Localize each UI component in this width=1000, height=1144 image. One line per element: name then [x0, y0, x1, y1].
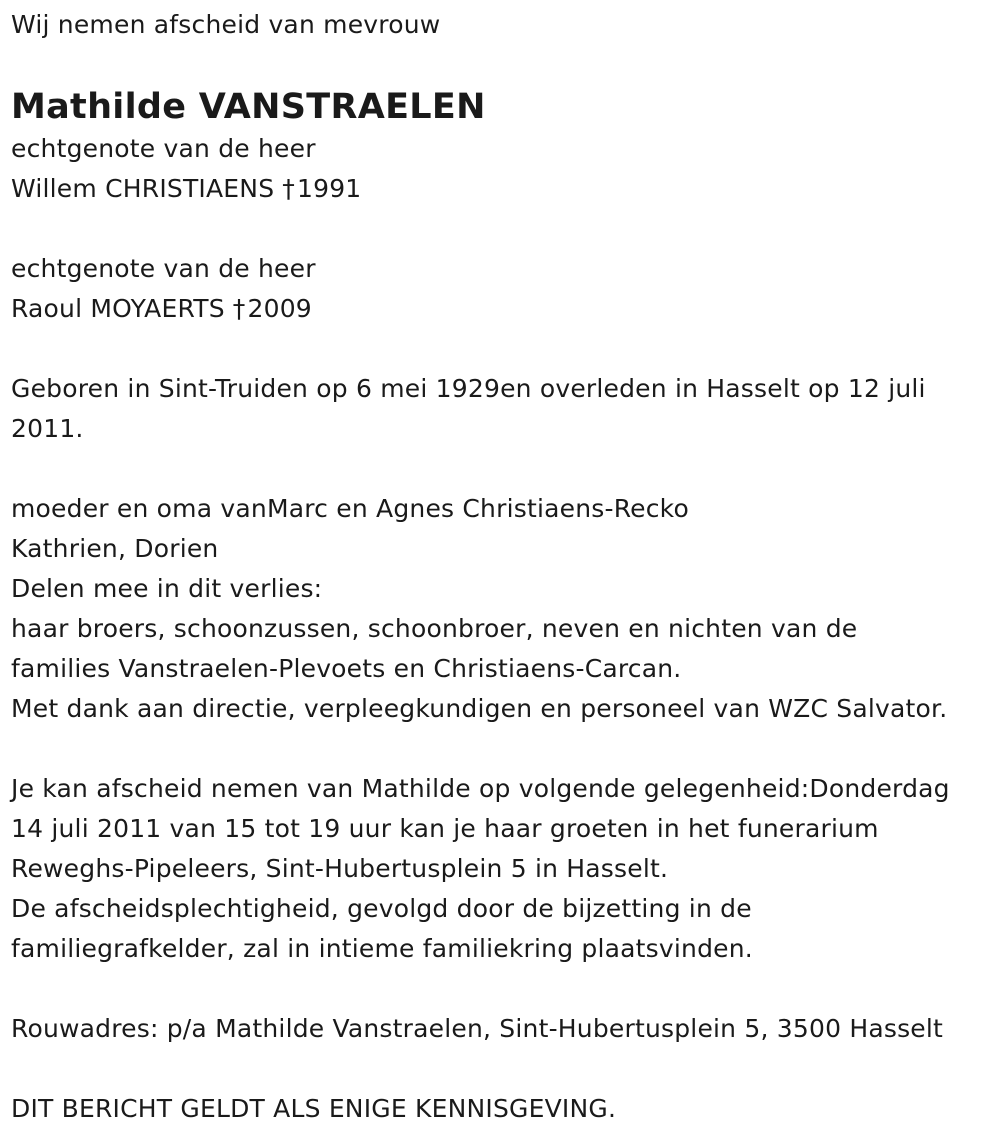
spouse-2-line — [11, 289, 996, 329]
mother-line: moeder en oma vanMarc en Agnes Christiaens-Recko — [11, 494, 689, 523]
farewell-line-5: familiegrafkelder, zal in intieme familiekring plaatsvinden. — [11, 934, 753, 963]
spouse-1-line — [11, 169, 996, 209]
share-intro: Delen mee in dit verlies: — [11, 574, 323, 603]
intro-text: Wij nemen afscheid van mevrouw — [11, 10, 441, 39]
cross-icon: † — [232, 294, 246, 323]
farewell-line-3: Reweghs-Pipeleers, Sint-Hubertusplein 5 in Hasselt. — [11, 854, 669, 883]
farewell-line-4: De afscheidsplechtigheid, gevolgd door de bijzetting in de — [11, 894, 752, 923]
obituary-notice — [11, 5, 996, 1129]
farewell-line-2: 14 juli 2011 van 15 tot 19 uur kan je haar groeten in het funerarium — [11, 814, 879, 843]
birth-death-text: Geboren in Sint-Truiden op 6 mei 1929en overleden in Hasselt op 12 juli 2011. — [11, 374, 926, 443]
spouse-1-name: Willem CHRISTIAENS — [11, 174, 275, 203]
address-line: Rouwadres: p/a Mathilde Vanstraelen, Sint-Hubertusplein 5, 3500 Hasselt — [11, 1014, 944, 1043]
spouse-2-name: Raoul MOYAERTS — [11, 294, 225, 323]
deceased-name: Mathilde VANSTRAELEN — [11, 87, 486, 127]
grandchildren-line: Kathrien, Dorien — [11, 534, 219, 563]
spacer — [11, 329, 996, 369]
spouse-2-relation: echtgenote van de heer — [11, 254, 316, 283]
spacer — [11, 209, 996, 249]
relatives-line-1: haar broers, schoonzussen, schoonbroer, neven en nichten van de — [11, 614, 858, 643]
cross-icon: † — [282, 174, 295, 203]
spouse-1-year: 1991 — [296, 174, 362, 203]
spacer — [11, 45, 996, 85]
spouse-1-relation: echtgenote van de heer — [11, 134, 316, 163]
spacer — [11, 449, 996, 489]
spacer — [11, 969, 996, 1009]
thanks-line: Met dank aan directie, verpleegkundigen en personeel van WZC Salvator. — [11, 694, 948, 723]
spacer — [11, 1049, 996, 1089]
relatives-line-2: families Vanstraelen-Plevoets en Christiaens-Carcan. — [11, 654, 682, 683]
spouse-2-year: 2009 — [247, 294, 312, 323]
closing-line: DIT BERICHT GELDT ALS ENIGE KENNISGEVING. — [11, 1094, 617, 1123]
spacer — [11, 729, 996, 769]
farewell-line-1: Je kan afscheid nemen van Mathilde op volgende gelegenheid:Donderdag — [11, 774, 950, 803]
